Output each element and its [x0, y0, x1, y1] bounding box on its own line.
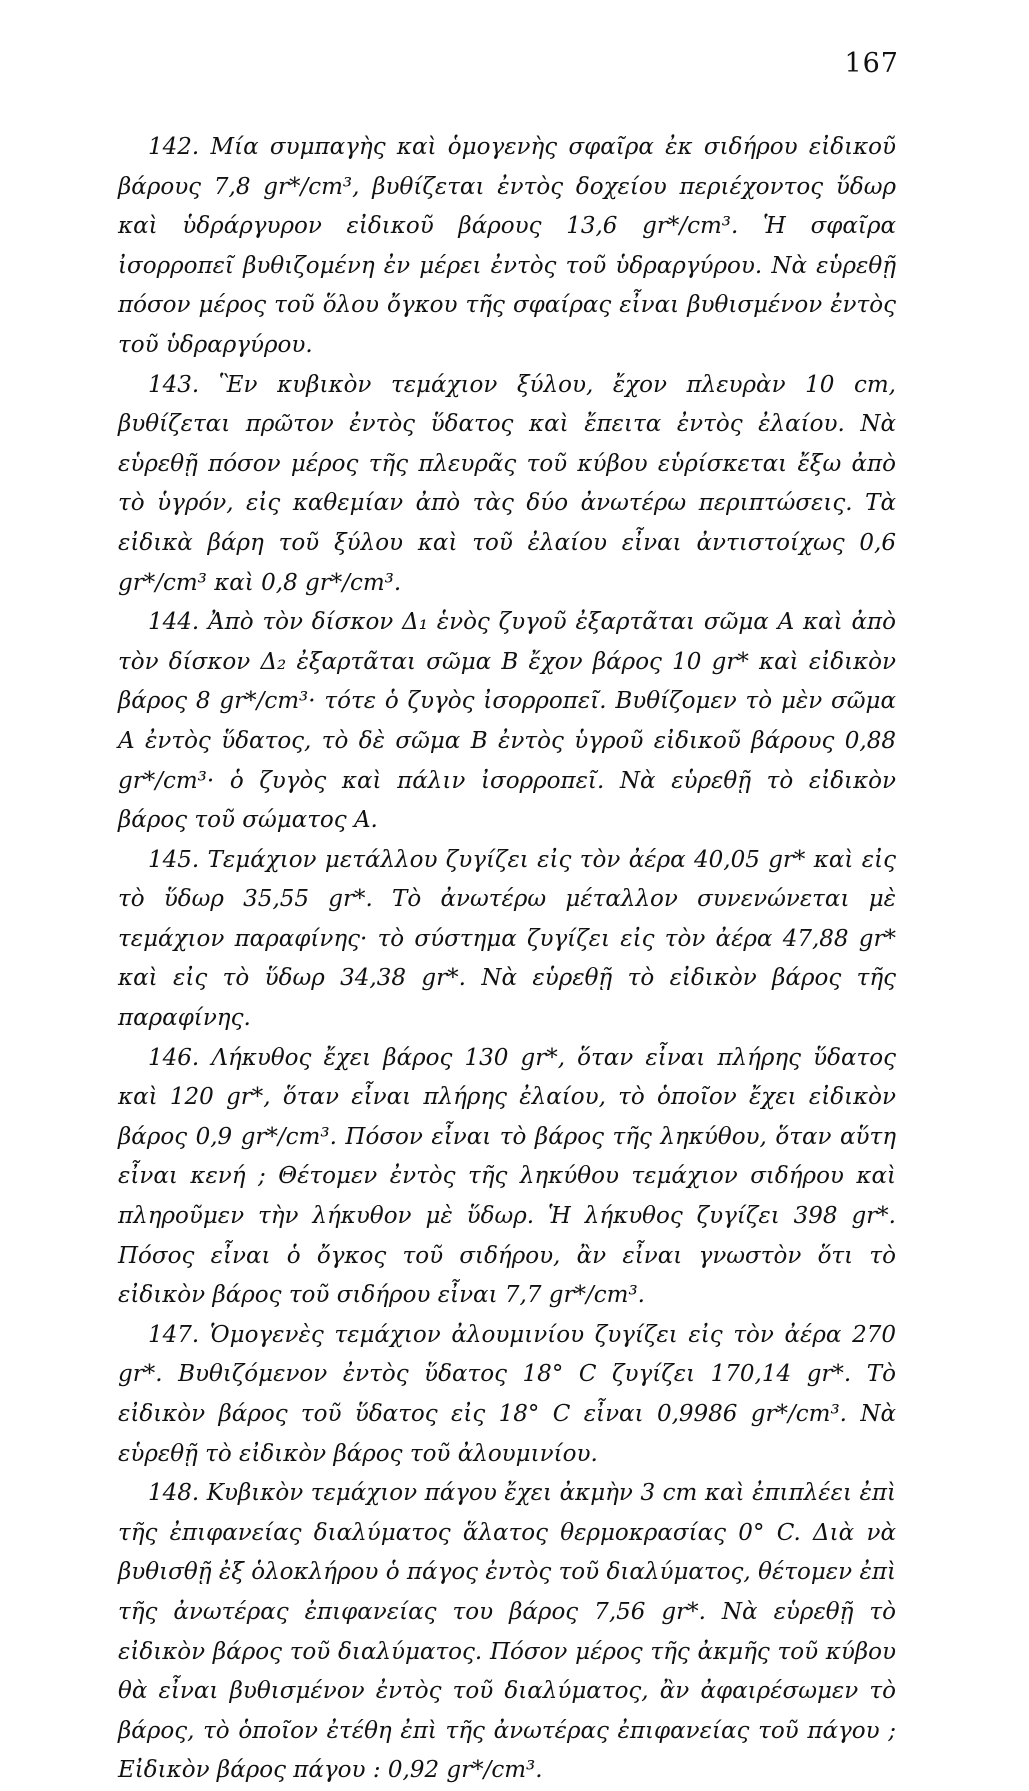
- problem-number: 148.: [148, 1480, 200, 1507]
- problem-text: Ὁμογενὲς τεμάχιον ἀλουμινίου ζυγίζει εἰς τὸν ἀέρα 270 gr*. Βυθιζόμενον ἐντὸς ὕδατος 18° C ζυγίζει 170,14 gr*. Τὸ εἰδικὸν βάρος τοῦ ὕδατος εἰς 18° C εἶναι 0,9986 gr*/cm³. Νὰ εὑρεθῇ τὸ εἰδικὸν βάρος τοῦ ἀλουμινίου.: [118, 1321, 896, 1467]
- problem-142: [118, 128, 896, 366]
- problem-148: [118, 1474, 896, 1791]
- problem-number: 143.: [148, 371, 200, 398]
- problem-text: Τεμάχιον μετάλλου ζυγίζει εἰς τὸν ἀέρα 40,05 gr* καὶ εἰς τὸ ὕδωρ 35,55 gr*. Τὸ ἀνωτέρω μέταλλον συνενώνεται μὲ τεμάχιον παραφίνης· τὸ σύστημα ζυγίζει εἰς τὸν ἀέρα 47,88 gr* καὶ εἰς τὸ ὕδωρ 34,38 gr*. Νὰ εὑρεθῇ τὸ εἰδικὸν βάρος τῆς παραφίνης.: [118, 846, 897, 1032]
- problem-text: Λήκυθος ἔχει βάρος 130 gr*, ὅταν εἶναι πλήρης ὕδατος καὶ 120 gr*, ὅταν εἶναι πλήρης ἐλαίου, τὸ ὁποῖον ἔχει εἰδικὸν βάρος 0,9 gr*/cm³. Πόσον εἶναι τὸ βάρος τῆς ληκύθου, ὅταν αὕτη εἶναι κενή ; Θέτομεν ἐντὸς τῆς ληκύθου τεμάχιον σιδήρου καὶ πληροῦμεν τὴν λήκυθον μὲ ὕδωρ. Ἡ λήκυθος ζυγίζει 398 gr*. Πόσος εἶναι ὁ ὄγκος τοῦ σιδήρου, ἂν εἶναι γνωστὸν ὅτι τὸ εἰδικὸν βάρος τοῦ σιδήρου εἶναι 7,7 gr*/cm³.: [118, 1044, 896, 1309]
- page-number: 167: [844, 48, 899, 79]
- problem-144: [118, 603, 896, 841]
- problem-143: [118, 366, 896, 604]
- problem-number: 144.: [148, 609, 200, 636]
- problem-number: 142.: [148, 134, 200, 160]
- problem-number: 147.: [148, 1321, 200, 1348]
- problem-145: [118, 841, 896, 1039]
- problem-number: 146.: [148, 1044, 200, 1071]
- problem-list: [118, 128, 896, 1791]
- problem-text: Ἀπὸ τὸν δίσκον Δ₁ ἑνὸς ζυγοῦ ἐξαρτᾶται σῶμα Α καὶ ἀπὸ τὸν δίσκον Δ₂ ἐξαρτᾶται σῶμα Β ἔχον βάρος 10 gr* καὶ εἰδικὸν βάρος 8 gr*/cm³· τότε ὁ ζυγὸς ἰσορροπεῖ. Βυθίζομεν τὸ μὲν σῶμα Α ἐντὸς ὕδατος, τὸ δὲ σῶμα Β ἐντὸς ὑγροῦ εἰδικοῦ βάρους 0,88 gr*/cm³· ὁ ζυγὸς καὶ πάλιν ἰσορροπεῖ. Νὰ εὑρεθῇ τὸ εἰδικὸν βάρος τοῦ σώματος Α.: [118, 609, 897, 834]
- problem-146: [118, 1039, 896, 1316]
- problem-text: Μία συμπαγὴς καὶ ὁμογενὴς σφαῖρα ἐκ σιδήρου εἰδικοῦ βάρους 7,8 gr*/cm³, βυθίζεται ἐντὸς δοχείου περιέχοντος ὕδωρ καὶ ὑδράργυρον εἰδικοῦ βάρους 13,6 gr*/cm³. Ἡ σφαῖρα ἰσορροπεῖ βυθιζομένη ἐν μέρει ἐντὸς τοῦ ὑδραργύρου. Νὰ εὑρεθῇ πόσον μέρος τοῦ ὅλου ὄγκου τῆς σφαίρας εἶναι βυθισμένον ἐντὸς τοῦ ὑδραργύρου.: [118, 134, 896, 358]
- problem-text: Κυβικὸν τεμάχιον πάγου ἔχει ἀκμὴν 3 cm καὶ ἐπιπλέει ἐπὶ τῆς ἐπιφανείας διαλύματος ἅλατος θερμοκρασίας 0° C. Διὰ νὰ βυθισθῇ ἐξ ὁλοκλήρου ὁ πάγος ἐντὸς τοῦ διαλύματος, θέτομεν ἐπὶ τῆς ἀνωτέρας ἐπιφανείας του βάρος 7,56 gr*. Νὰ εὑρεθῇ τὸ εἰδικὸν βάρος τοῦ διαλύματος. Πόσον μέρος τῆς ἀκμῆς τοῦ κύβου θὰ εἶναι βυθισμένον ἐντὸς τοῦ διαλύματος, ἂν ἀφαιρέσωμεν τὸ βάρος, τὸ ὁποῖον ἐτέθη ἐπὶ τῆς ἀνωτέρας ἐπιφανείας τοῦ πάγου ; Εἰδικὸν βάρος πάγου : 0,92 gr*/cm³.: [118, 1480, 897, 1784]
- problem-147: [118, 1316, 896, 1474]
- problem-number: 145.: [148, 846, 200, 873]
- problem-text: Ἓν κυβικὸν τεμάχιον ξύλου, ἔχον πλευρὰν 10 cm, βυθίζεται πρῶτον ἐντὸς ὕδατος καὶ ἔπειτα ἐντὸς ἐλαίου. Νὰ εὑρεθῇ πόσον μέρος τῆς πλευρᾶς τοῦ κύβου εὑρίσκεται ἔξω ἀπὸ τὸ ὑγρόν, εἰς καθεμίαν ἀπὸ τὰς δύο ἀνωτέρω περιπτώσεις. Τὰ εἰδικὰ βάρη τοῦ ξύλου καὶ τοῦ ἐλαίου εἶναι ἀντιστοίχως 0,6 gr*/cm³ καὶ 0,8 gr*/cm³.: [118, 371, 896, 596]
